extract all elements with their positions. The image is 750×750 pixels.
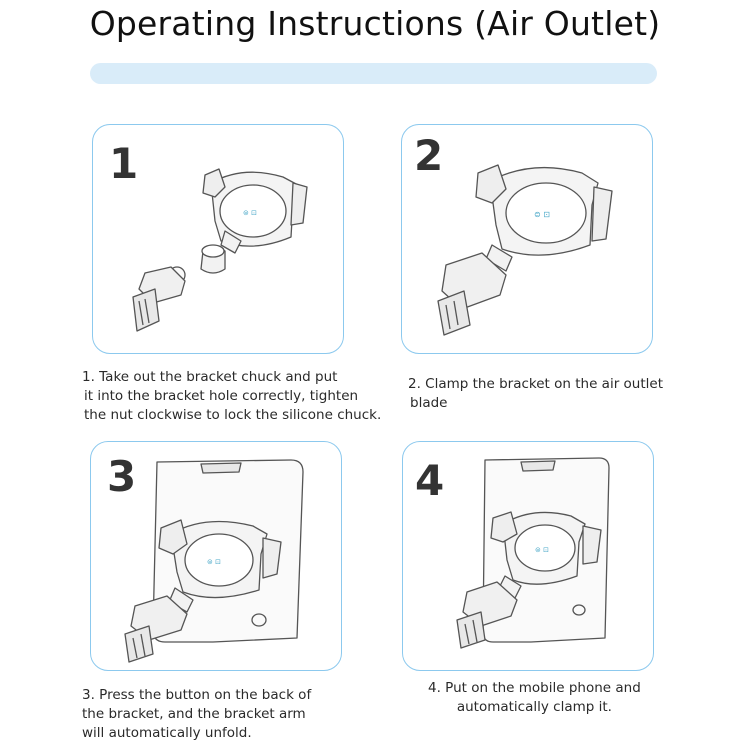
step-3-illustration (91, 442, 343, 672)
step-1-panel (92, 124, 344, 354)
step-1-illustration (93, 125, 345, 355)
page-title: Operating Instructions (Air Outlet) (89, 4, 661, 43)
caption-line: it into the bracket hole correctly, tighten (84, 388, 359, 404)
step-2-illustration (402, 125, 654, 355)
caption-line: blade (410, 395, 448, 411)
title-underline-bar (90, 63, 657, 84)
step-4-illustration (403, 442, 655, 672)
caption-line: the bracket, and the bracket arm (82, 706, 306, 722)
step-3-caption (82, 686, 311, 743)
caption-line: 4. Put on the mobile phone and (428, 680, 641, 696)
svg-text:⊜ ⊡: ⊜ ⊡ (207, 558, 221, 566)
caption-line: 2. Clamp the bracket on the air outlet (408, 376, 663, 392)
svg-text:⊜ ⊡: ⊜ ⊡ (534, 210, 550, 219)
step-2-number: 2 (414, 131, 444, 180)
caption-line: 1. Take out the bracket chuck and put (82, 369, 338, 385)
caption-line: automatically clamp it. (456, 699, 612, 715)
step-1-number: 1 (109, 139, 139, 188)
caption-line: the nut clockwise to lock the silicone chuck. (84, 407, 382, 423)
caption-line: 3. Press the button on the back of (82, 687, 312, 703)
svg-text:⊜ ⊡: ⊜ ⊡ (243, 209, 257, 217)
step-3-panel (90, 441, 342, 671)
step-3-number: 3 (107, 452, 137, 501)
step-1-caption (82, 368, 381, 425)
step-2-panel (401, 124, 653, 354)
step-4-panel (402, 441, 654, 671)
step-4-number: 4 (415, 456, 445, 505)
svg-text:⊜ ⊡: ⊜ ⊡ (535, 546, 549, 554)
caption-line: will automatically unfold. (82, 725, 252, 741)
step-4-caption (428, 679, 641, 717)
step-2-caption (408, 375, 663, 413)
